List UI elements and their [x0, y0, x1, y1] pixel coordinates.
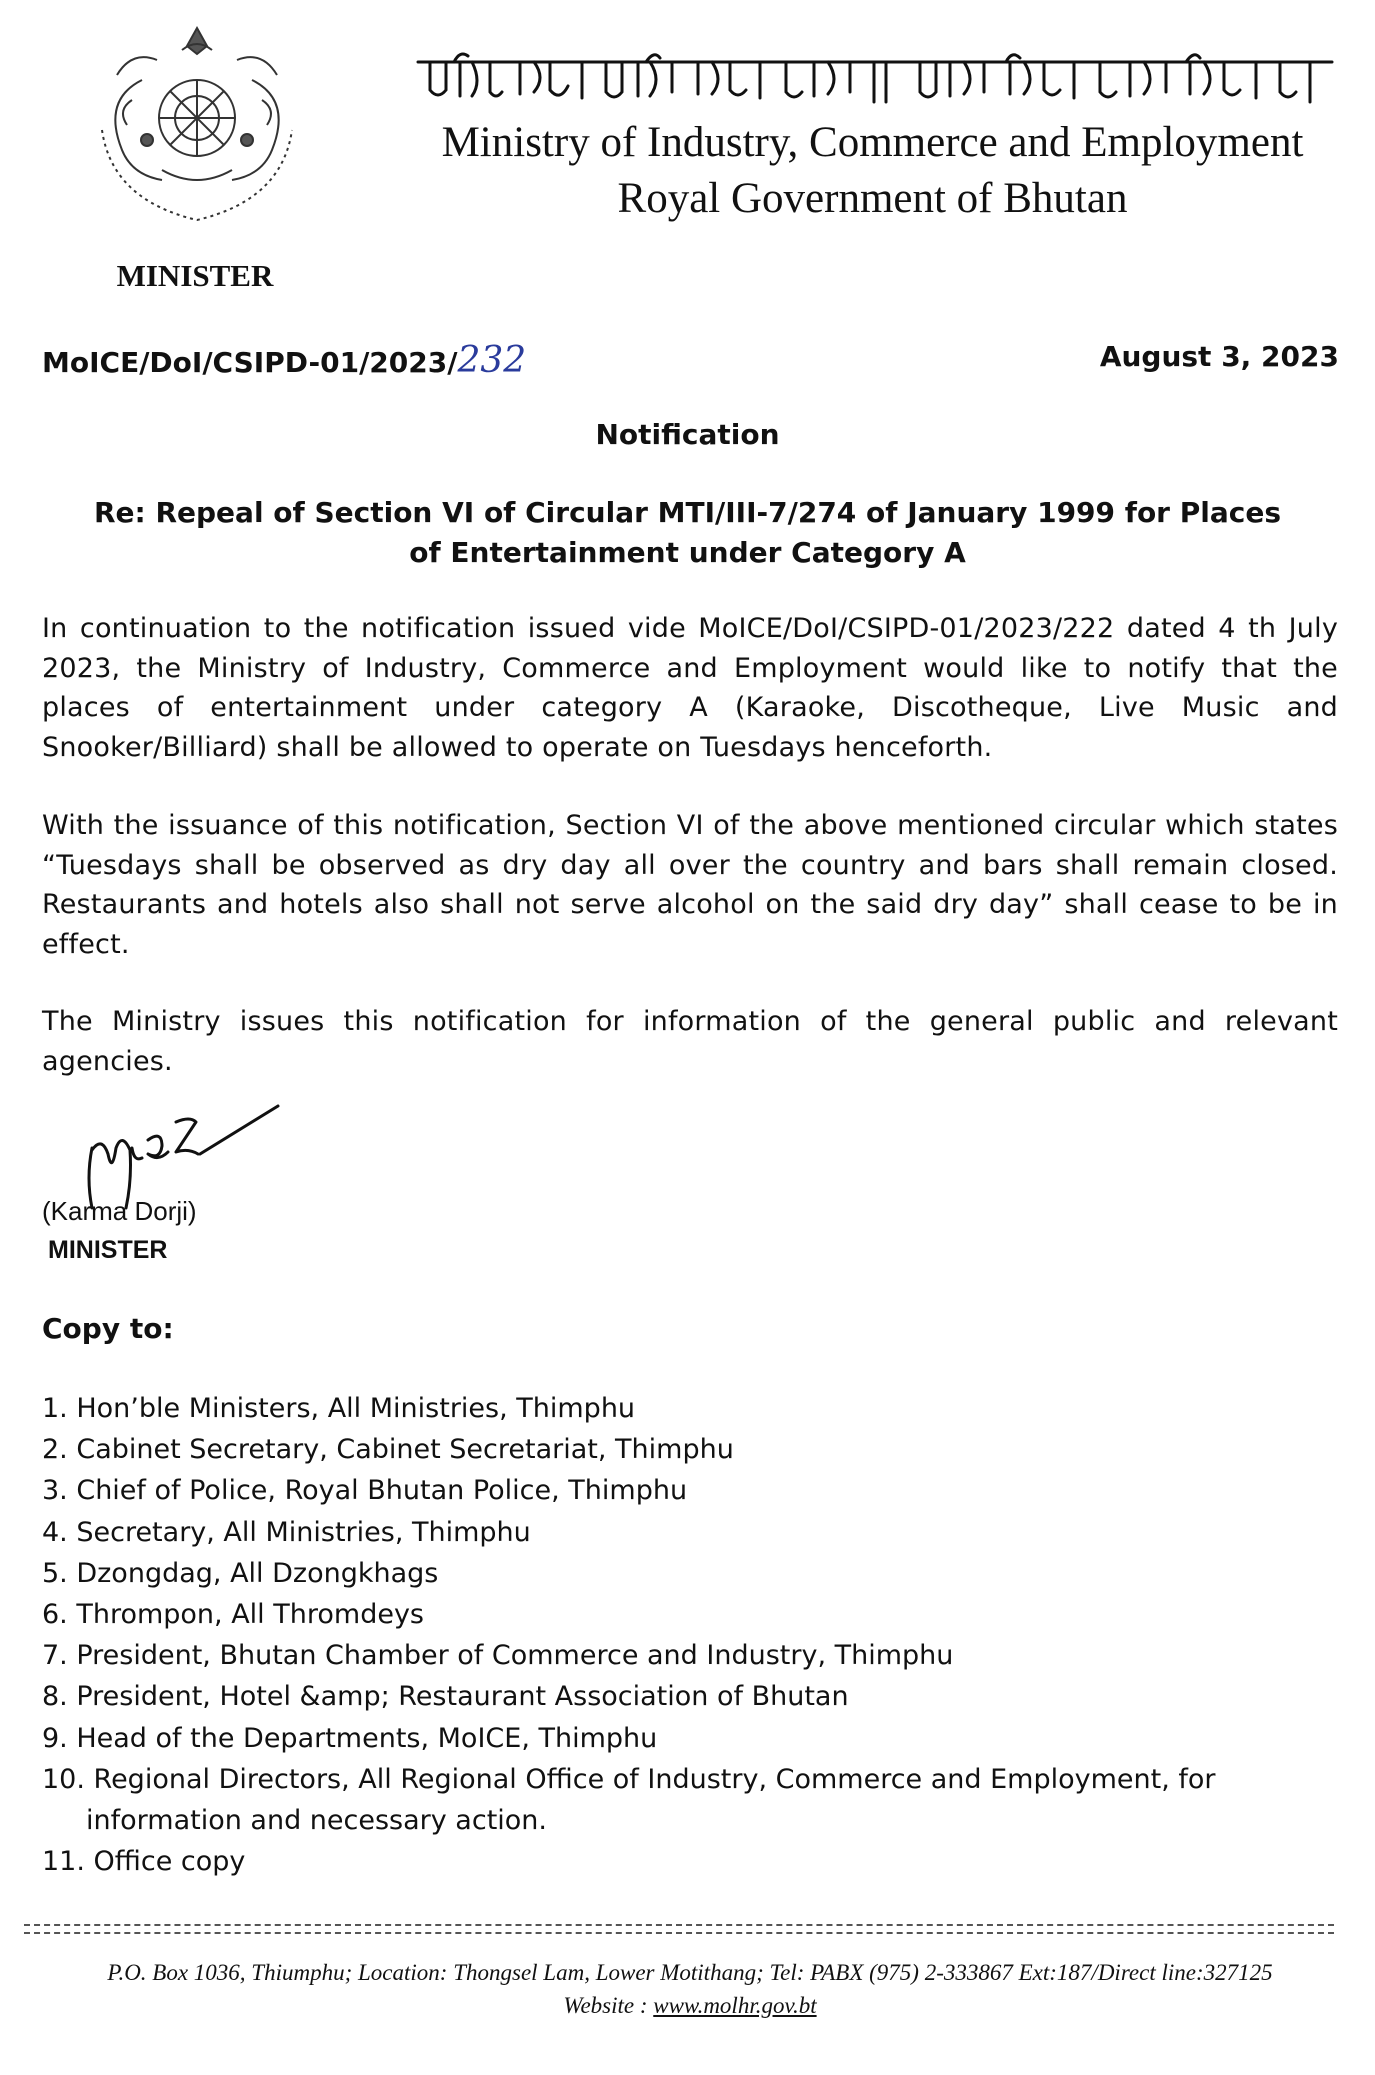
list-item: 6. Thrompon, All Thromdeys	[42, 1599, 424, 1631]
signatory-name: (Karma Dorji)	[42, 1196, 197, 1226]
signatory-title: MINISTER	[48, 1236, 168, 1264]
minister-caption: MINISTER	[116, 258, 274, 293]
notification-subject: Re: Repeal of Section VI of Circular MTI/III-7/274 of January 1999 for Places of Entertainment under Category A	[93, 496, 1282, 569]
body-paragraph-2: With the issuance of this notification, Section VI of the above mentioned circular which states “Tuesdays shall be observed as dry day all over the country and bars shall remain closed. Restaurants and hotels also shall not serve alcohol on the said dry day” shall cease to be in effect.	[42, 810, 1338, 960]
list-item: 2. Cabinet Secretary, Cabinet Secretariat, Thimphu	[42, 1434, 734, 1466]
footer-divider	[24, 1924, 1334, 1934]
list-item: 10. Regional Directors, All Regional Office of Industry, Commerce and Employment, for information and necessary action.	[42, 1763, 1216, 1837]
royal-emblem-icon	[72, 20, 322, 250]
footer-website	[40, 1989, 1340, 2022]
list-item: 3. Chief of Police, Royal Bhutan Police, Thimphu	[42, 1475, 688, 1507]
copy-to-heading: Copy to:	[42, 1312, 174, 1345]
footer-website-link[interactable]: www.molhr.gov.bt	[653, 1993, 817, 2018]
dzongkha-title-script	[410, 48, 1340, 118]
list-item: 5. Dzongdag, All Dzongkhags	[42, 1557, 439, 1589]
footer-address-line: P.O. Box 1036, Thiumphu; Location: Thongsel Lam, Lower Motithang; Tel: PABX (975) 2-333867 Ext:187/Direct line:327125	[107, 1960, 1273, 1985]
body-paragraph-3: The Ministry issues this notification for information of the general public and relevant agencies.	[42, 1006, 1338, 1077]
reference-number	[42, 340, 526, 381]
list-item: 4. Secretary, All Ministries, Thimphu	[42, 1516, 531, 1548]
list-item: 1. Hon’ble Ministers, All Ministries, Thimphu	[42, 1393, 636, 1424]
reference-number-handwritten: 232	[457, 340, 527, 381]
body-paragraph-1: In continuation to the notification issued vide MoICE/DoI/CSIPD-01/2023/222 dated 4 th July 2023, the Ministry of Industry, Commerce and Employment would like to notify that the places of entertainment under category A (Karaoke, Discotheque, Live Music and Snooker/Billiard) shall be allowed to operate on Tuesdays henceforth.	[42, 613, 1338, 763]
footer-address	[40, 1956, 1340, 2022]
list-item: 9. Head of the Departments, MoICE, Thimphu	[42, 1722, 658, 1754]
list-item: 8. President, Hotel &amp; Restaurant Association of Bhutan	[42, 1681, 849, 1713]
copy-to-list	[42, 1388, 1332, 1882]
footer-website-label: Website :	[563, 1993, 654, 2018]
government-name: Royal Government of Bhutan	[617, 175, 1128, 222]
reference-number-printed: MoICE/DoI/CSIPD-01/2023/	[42, 346, 458, 379]
notification-title: Notification	[595, 418, 780, 451]
document-date: August 3, 2023	[1099, 340, 1339, 373]
ministry-name: Ministry of Industry, Commerce and Employment	[441, 119, 1304, 166]
list-item: 7. President, Bhutan Chamber of Commerce and Industry, Thimphu	[42, 1640, 954, 1672]
list-item: 11. Office copy	[42, 1846, 246, 1878]
